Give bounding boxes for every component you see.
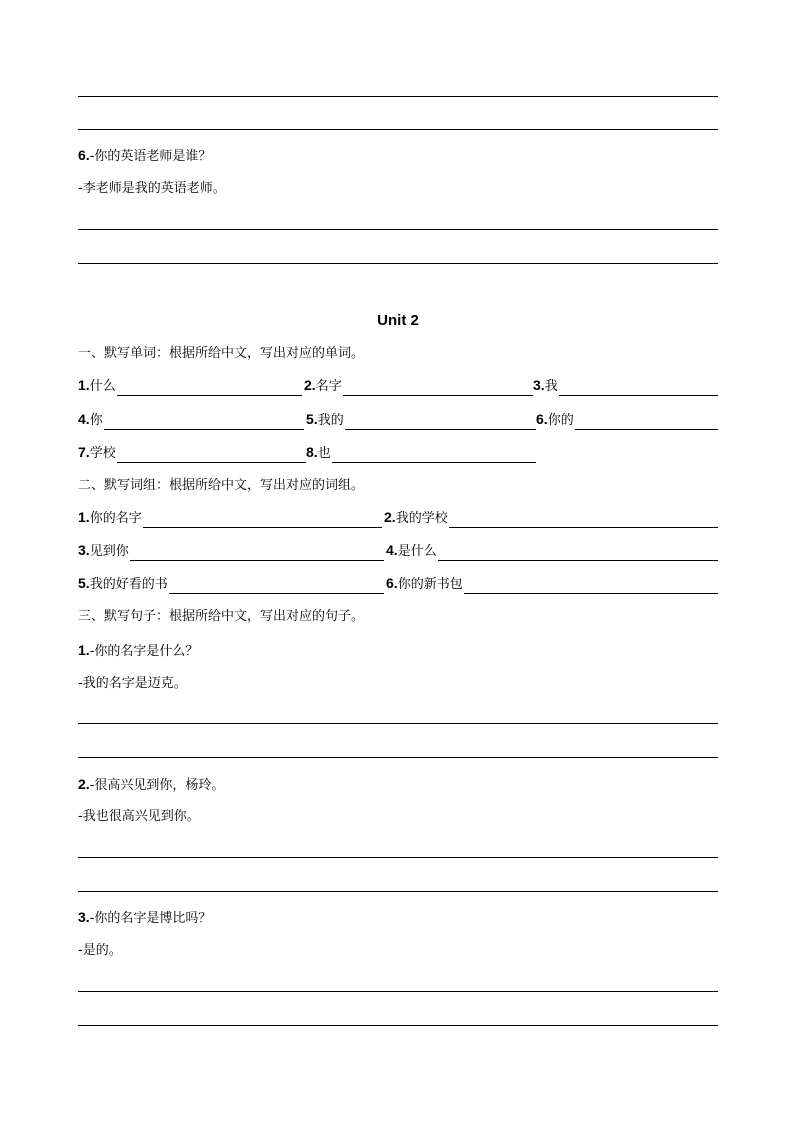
phrase-item-4: 4.是什么 — [386, 539, 718, 561]
worksheet-page — [78, 0, 718, 1123]
answer-blank[interactable] — [438, 542, 718, 561]
word-item-2: 2.名字 — [304, 374, 533, 396]
answer-blank[interactable] — [559, 377, 718, 396]
word-row-2 — [78, 408, 718, 430]
unit-title: Unit 2 — [377, 312, 419, 329]
word-item-5: 5.我的 — [306, 408, 536, 430]
writing-line[interactable] — [78, 1025, 718, 1026]
phrase-item-2: 2.我的学校 — [384, 506, 718, 528]
writing-line — [78, 229, 718, 230]
phrase-item-1: 1.你的名字 — [78, 506, 382, 528]
sentence-answer-1: -我的名字是迈克。 — [78, 676, 187, 691]
answer-blank[interactable] — [104, 411, 304, 430]
sentence-question-1: 1.-你的名字是什么？ — [78, 642, 199, 659]
writing-line[interactable] — [78, 857, 718, 858]
question-6: 6.-你的英语老师是谁？ — [78, 147, 212, 164]
sentence-answer-2: -我也很高兴见到你。 — [78, 809, 200, 824]
phrase-item-6: 6.你的新书包 — [386, 572, 718, 594]
section3-heading: 三、默写句子：根据所给中文，写出对应的句子。 — [78, 609, 365, 624]
sentence-question-3: 3.-你的名字是博比吗？ — [78, 909, 212, 926]
section1-heading: 一、默写单词：根据所给中文，写出对应的单词。 — [78, 346, 365, 361]
answer-blank[interactable] — [332, 444, 536, 463]
writing-line[interactable] — [78, 723, 718, 724]
answer-6: -李老师是我的英语老师。 — [78, 181, 226, 196]
answer-blank[interactable] — [130, 542, 384, 561]
answer-blank[interactable] — [343, 377, 533, 396]
phrase-item-5: 5.我的好看的书 — [78, 572, 384, 594]
sentence-answer-3: -是的。 — [78, 943, 122, 958]
word-item-4: 4.你 — [78, 408, 304, 430]
answer-blank[interactable] — [117, 444, 306, 463]
sentence-question-2: 2.-很高兴见到你，杨玲。 — [78, 776, 225, 793]
section2-heading: 二、默写词组：根据所给中文，写出对应的词组。 — [78, 478, 365, 493]
writing-line[interactable] — [78, 757, 718, 758]
answer-blank[interactable] — [143, 509, 382, 528]
writing-line — [78, 96, 718, 97]
answer-blank[interactable] — [117, 377, 302, 396]
word-item-6: 6.你的 — [536, 408, 718, 430]
word-row-3 — [78, 441, 718, 463]
writing-line[interactable] — [78, 891, 718, 892]
answer-blank[interactable] — [449, 509, 718, 528]
phrase-item-3: 3.见到你 — [78, 539, 384, 561]
answer-blank[interactable] — [575, 411, 718, 430]
phrase-row-2 — [78, 539, 718, 561]
answer-blank[interactable] — [345, 411, 536, 430]
writing-line — [78, 263, 718, 264]
word-item-1: 1.什么 — [78, 374, 302, 396]
writing-line — [78, 129, 718, 130]
answer-blank[interactable] — [169, 575, 384, 594]
writing-line[interactable] — [78, 991, 718, 992]
word-row-1 — [78, 374, 718, 396]
answer-blank[interactable] — [464, 575, 718, 594]
word-item-7: 7.学校 — [78, 441, 306, 463]
word-item-8: 8.也 — [306, 441, 536, 463]
word-item-3: 3.我 — [533, 374, 718, 396]
phrase-row-3 — [78, 572, 718, 594]
phrase-row-1 — [78, 506, 718, 528]
